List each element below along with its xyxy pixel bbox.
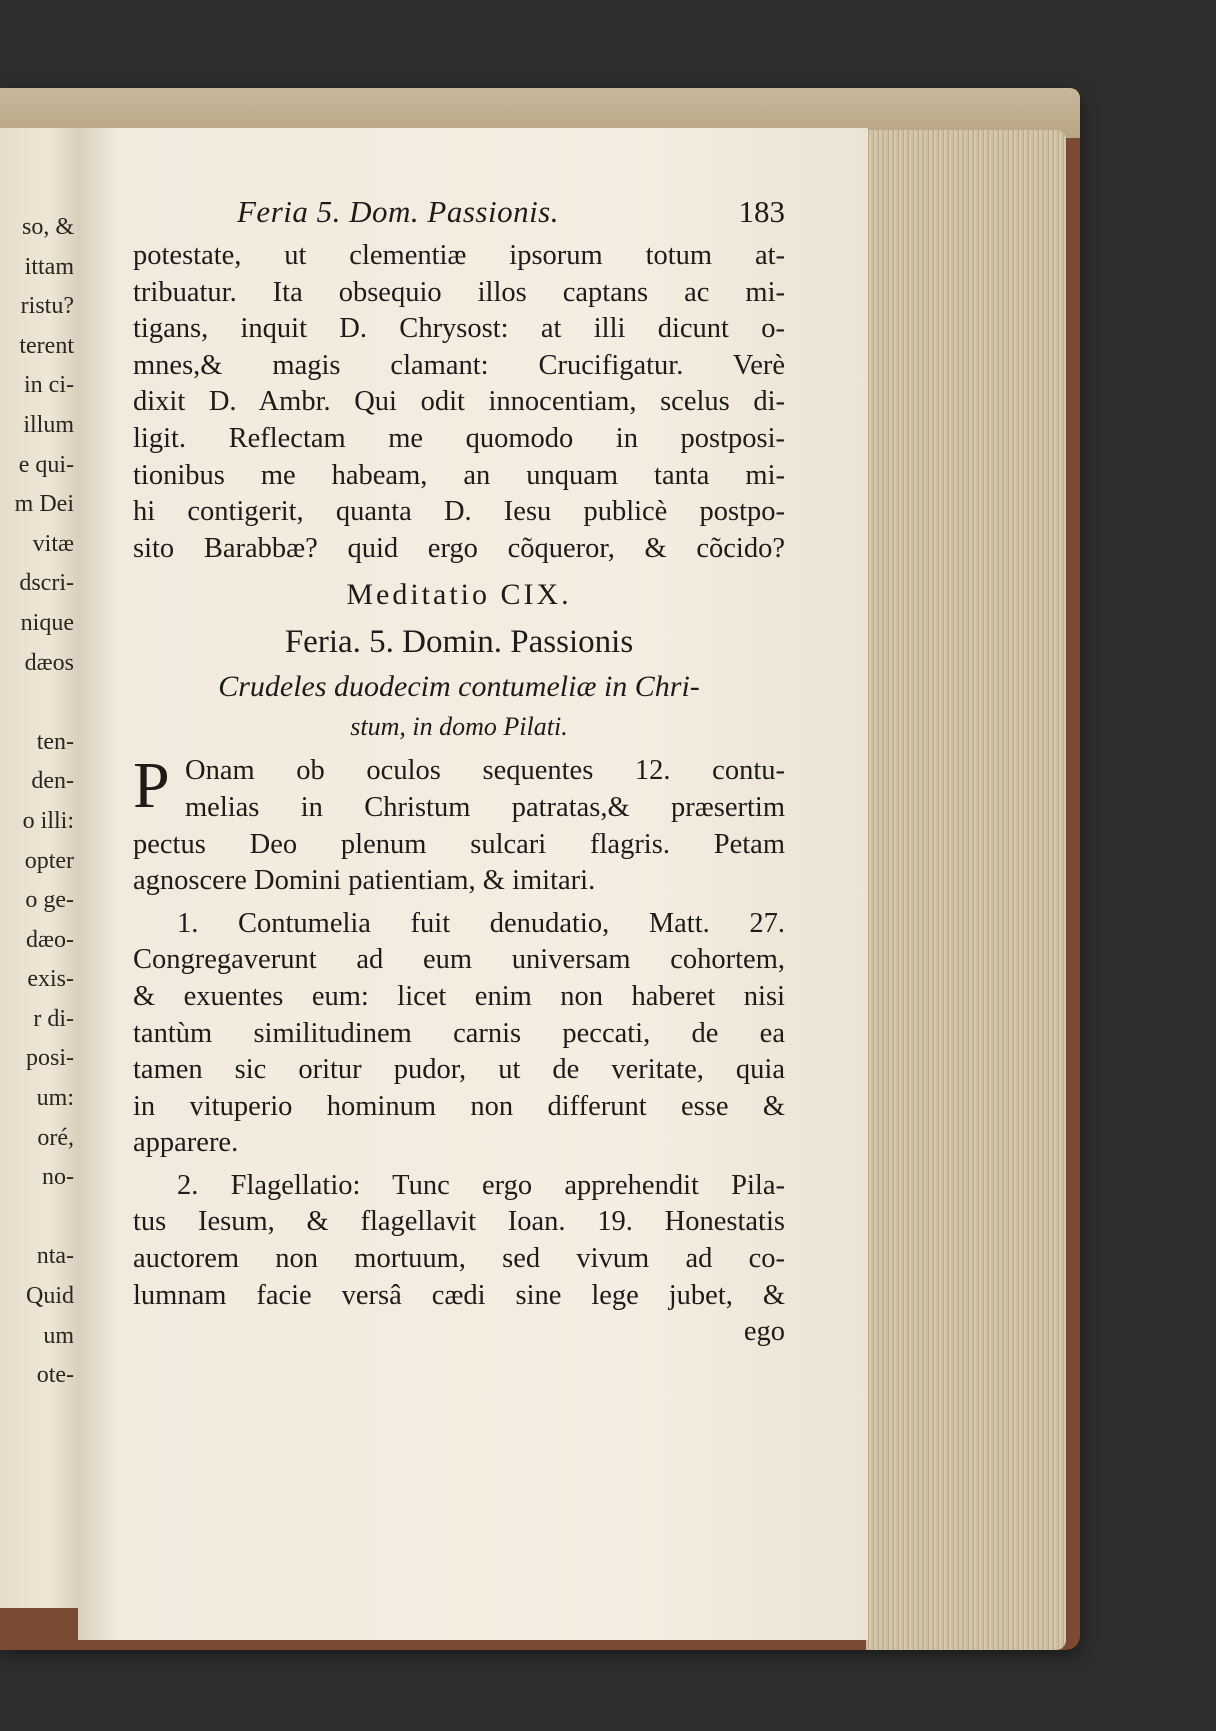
- left-page-fragment: ristu?: [20, 293, 74, 320]
- left-page-fragment: o illi:: [22, 807, 74, 834]
- left-page-fragment: dæos: [24, 649, 74, 676]
- left-page-fragment: illum: [23, 411, 74, 438]
- meditation-subtitle-cont: stum, in domo Pilati.: [350, 712, 568, 742]
- left-page-fragment: Quid: [26, 1283, 74, 1310]
- meditatio-heading: Meditatio CIX.: [346, 578, 572, 612]
- text-line: dixit D. Ambr. Qui odit innocentiam, scelus di-: [133, 386, 785, 418]
- text-line: potestate, ut clementiæ ipsorum totum at-: [133, 240, 785, 271]
- left-page-fragment: ote-: [36, 1362, 74, 1389]
- text-line: tionibus me habeam, an unquam tanta mi-: [133, 459, 785, 491]
- feria-heading: Feria. 5. Domin. Passionis: [284, 624, 634, 661]
- intro-paragraph: [133, 749, 785, 899]
- text-line: tantùm similitudinem carnis peccati, de ea: [133, 1017, 785, 1049]
- right-page-text: [133, 194, 785, 1351]
- text-line: melias in Christum patratas,& præsertim: [185, 791, 785, 823]
- left-page-fragment: opter: [24, 847, 74, 874]
- left-page-fragment: so, &: [21, 214, 74, 240]
- left-page-fragment: nta-: [36, 1243, 74, 1270]
- left-page-fragment: nique: [20, 609, 74, 636]
- drop-cap: P: [133, 749, 170, 823]
- left-page-fragment: in ci-: [24, 372, 74, 399]
- text-line: auctorem non mortuum, sed vivum ad co-: [133, 1243, 785, 1275]
- left-page-fragment: um:: [36, 1085, 74, 1112]
- text-line: Congregaverunt ad eum universam cohortem,: [133, 944, 785, 976]
- text-line: 1. Contumelia fuit denudatio, Matt. 27.: [177, 907, 785, 939]
- text-line: mnes,& magis clamant: Crucifigatur. Verè: [133, 349, 785, 381]
- meditation-subtitle: Crudeles duodecim contumeliæ in Chri-: [218, 670, 700, 704]
- text-line: in vituperio hominum non differunt esse &: [133, 1090, 785, 1122]
- left-page-fragment: ittam: [24, 253, 74, 280]
- left-page-fragment: vitæ: [32, 530, 74, 557]
- left-page-fragment: dæo-: [26, 926, 74, 953]
- running-title: Feria 5. Dom. Passionis.: [237, 194, 559, 229]
- page-header: [133, 194, 785, 238]
- left-page-fragment: um: [43, 1322, 74, 1349]
- point-1-paragraph: [133, 906, 785, 1162]
- left-page-fragment: oré,: [37, 1124, 74, 1151]
- left-page-fragment: no-: [42, 1164, 74, 1191]
- left-page-fragment: ten-: [36, 728, 74, 755]
- left-page-text: [0, 208, 74, 1396]
- text-line: tamen sic oritur pudor, ut de veritate, quia: [133, 1054, 785, 1086]
- point-2-paragraph: [133, 1168, 785, 1314]
- left-page-fragment: [0, 1198, 74, 1238]
- left-page-fragment: r di-: [33, 1005, 74, 1032]
- left-page-fragment: dscri-: [19, 570, 74, 597]
- text-line: & exuentes eum: licet enim non haberet nisi: [133, 980, 785, 1012]
- paragraph-continued: [133, 238, 785, 567]
- text-line: 2. Flagellatio: Tunc ergo apprehendit Pila-: [177, 1169, 785, 1201]
- text-line: hi contigerit, quanta D. Iesu publicè postpo-: [133, 496, 785, 528]
- left-page-fragment: den-: [31, 768, 74, 795]
- text-line: lumnam facie versâ cædi sine lege jubet, &: [133, 1279, 785, 1311]
- left-page: [0, 128, 82, 1608]
- text-line: sito Barabbæ? quid ergo cõqueror, & cõcido?: [133, 532, 785, 564]
- left-page-fragment: posi-: [26, 1045, 74, 1072]
- text-line: ligit. Reflectam me quomodo in postposi-: [133, 422, 785, 454]
- left-page-fragment: exis-: [27, 966, 74, 993]
- text-line: tigans, inquit D. Chrysost: at illi dicunt o-: [133, 313, 785, 345]
- page-stack-edge: [866, 130, 1066, 1650]
- text-line: pectus Deo plenum sulcari flagris. Petam: [133, 828, 785, 860]
- text-line: tribuatur. Ita obsequio illos captans ac mi-: [133, 276, 785, 308]
- text-line: tus Iesum, & flagellavit Ioan. 19. Honestatis: [133, 1206, 785, 1238]
- text-line: agnoscere Domini patientiam, & imitari.: [133, 865, 596, 897]
- left-page-fragment: o ge-: [25, 887, 74, 914]
- left-page-fragment: terent: [19, 332, 74, 359]
- page-number: 183: [738, 194, 785, 229]
- text-line: apparere.: [133, 1127, 239, 1159]
- left-page-fragment: [0, 683, 74, 723]
- catchword: ego: [743, 1316, 785, 1348]
- text-line: Onam ob oculos sequentes 12. contu-: [185, 755, 785, 787]
- left-page-fragment: e qui-: [18, 451, 74, 478]
- left-page-fragment: m Dei: [14, 491, 74, 518]
